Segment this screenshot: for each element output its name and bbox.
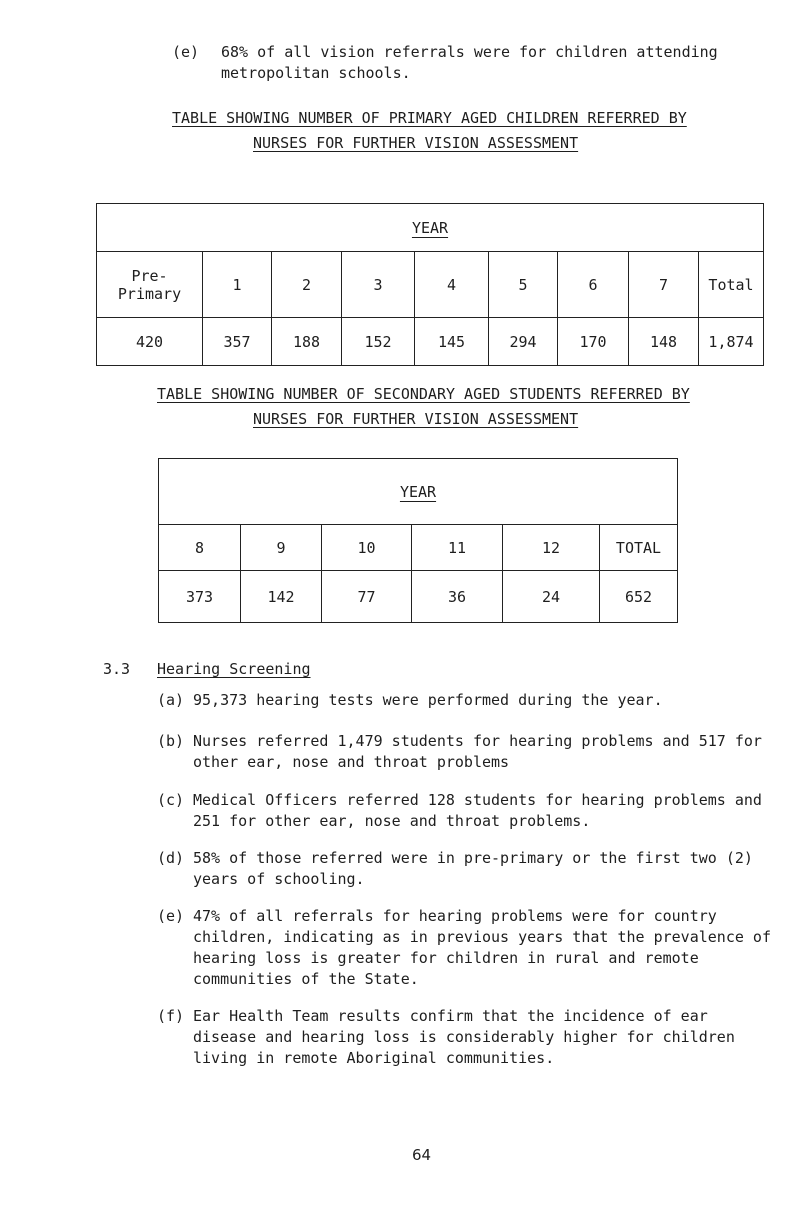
table1-title-line-1: TABLE SHOWING NUMBER OF PRIMARY AGED CHILDREN REFERRED BY bbox=[172, 109, 687, 127]
table1-header-7: 7 bbox=[629, 252, 699, 318]
table2-header-8: 8 bbox=[159, 525, 241, 571]
item-b-text: Nurses referred 1,479 students for hearing problems and 517 for other ear, nose and throat problems bbox=[193, 732, 762, 771]
item-e-label: (e) bbox=[157, 907, 185, 925]
table1-value-1: 357 bbox=[203, 318, 272, 366]
table2-year-header: YEAR bbox=[159, 459, 678, 525]
item-f-text: Ear Health Team results confirm that the incidence of ear disease and hearing loss is considerably higher for children living in remote Aboriginal communities. bbox=[193, 1007, 735, 1067]
section-number: 3.3 bbox=[103, 660, 131, 678]
table1-title-line-2: NURSES FOR FURTHER VISION ASSESSMENT bbox=[253, 134, 579, 152]
page-number: 64 bbox=[412, 1146, 432, 1164]
table1-header-2: 2 bbox=[272, 252, 342, 318]
table1-value-2: 188 bbox=[272, 318, 342, 366]
table1-value-total: 1,874 bbox=[699, 318, 764, 366]
item-a-label: (a) bbox=[157, 691, 185, 709]
table1-value-6: 170 bbox=[558, 318, 629, 366]
table1-header-total: Total bbox=[699, 252, 764, 318]
intro-line-1: 68% of all vision referrals were for children attending bbox=[221, 43, 718, 61]
item-d-text: 58% of those referred were in pre-primary or the first two (2) years of schooling. bbox=[193, 849, 753, 888]
table2-header-12: 12 bbox=[503, 525, 600, 571]
item-e-text: 47% of all referrals for hearing problems were for country children, indicating as in previous years that the prevalence of hearing loss is greater for children in rural and remote communities of the State. bbox=[193, 907, 771, 988]
table2-header-10: 10 bbox=[322, 525, 412, 571]
table1-header-5: 5 bbox=[489, 252, 558, 318]
intro-label: (e) bbox=[172, 43, 200, 61]
table2-value-total: 652 bbox=[600, 571, 678, 623]
table2-value-8: 373 bbox=[159, 571, 241, 623]
item-a-text: 95,373 hearing tests were performed during the year. bbox=[193, 691, 663, 709]
table2-value-11: 36 bbox=[412, 571, 503, 623]
table2-value-9: 142 bbox=[241, 571, 322, 623]
table1-header-6: 6 bbox=[558, 252, 629, 318]
item-b-label: (b) bbox=[157, 732, 185, 750]
item-c-label: (c) bbox=[157, 791, 185, 809]
table1-header-pre-primary: Pre- Primary bbox=[97, 252, 203, 318]
table1-header-3: 3 bbox=[342, 252, 415, 318]
table1-value-3: 152 bbox=[342, 318, 415, 366]
secondary-referrals-table bbox=[158, 458, 678, 623]
item-f-label: (f) bbox=[157, 1007, 185, 1025]
table1-value-pre-primary: 420 bbox=[97, 318, 203, 366]
table1-value-7: 148 bbox=[629, 318, 699, 366]
section-title: Hearing Screening bbox=[157, 660, 311, 678]
table2-header-total: TOTAL bbox=[600, 525, 678, 571]
intro-line-2: metropolitan schools. bbox=[221, 64, 411, 82]
table2-value-10: 77 bbox=[322, 571, 412, 623]
table2-header-9: 9 bbox=[241, 525, 322, 571]
table1-header-1: 1 bbox=[203, 252, 272, 318]
table2-title-line-2: NURSES FOR FURTHER VISION ASSESSMENT bbox=[253, 410, 579, 428]
table2-value-12: 24 bbox=[503, 571, 600, 623]
table2-header-11: 11 bbox=[412, 525, 503, 571]
item-d-label: (d) bbox=[157, 849, 185, 867]
table1-header-4: 4 bbox=[415, 252, 489, 318]
table1-value-4: 145 bbox=[415, 318, 489, 366]
table2-title-line-1: TABLE SHOWING NUMBER OF SECONDARY AGED STUDENTS REFERRED BY bbox=[157, 385, 690, 403]
primary-referrals-table bbox=[96, 203, 764, 366]
table1-value-5: 294 bbox=[489, 318, 558, 366]
item-c-text: Medical Officers referred 128 students for hearing problems and 251 for other ear, nose and throat problems. bbox=[193, 791, 762, 830]
table1-year-header: YEAR bbox=[97, 204, 764, 252]
